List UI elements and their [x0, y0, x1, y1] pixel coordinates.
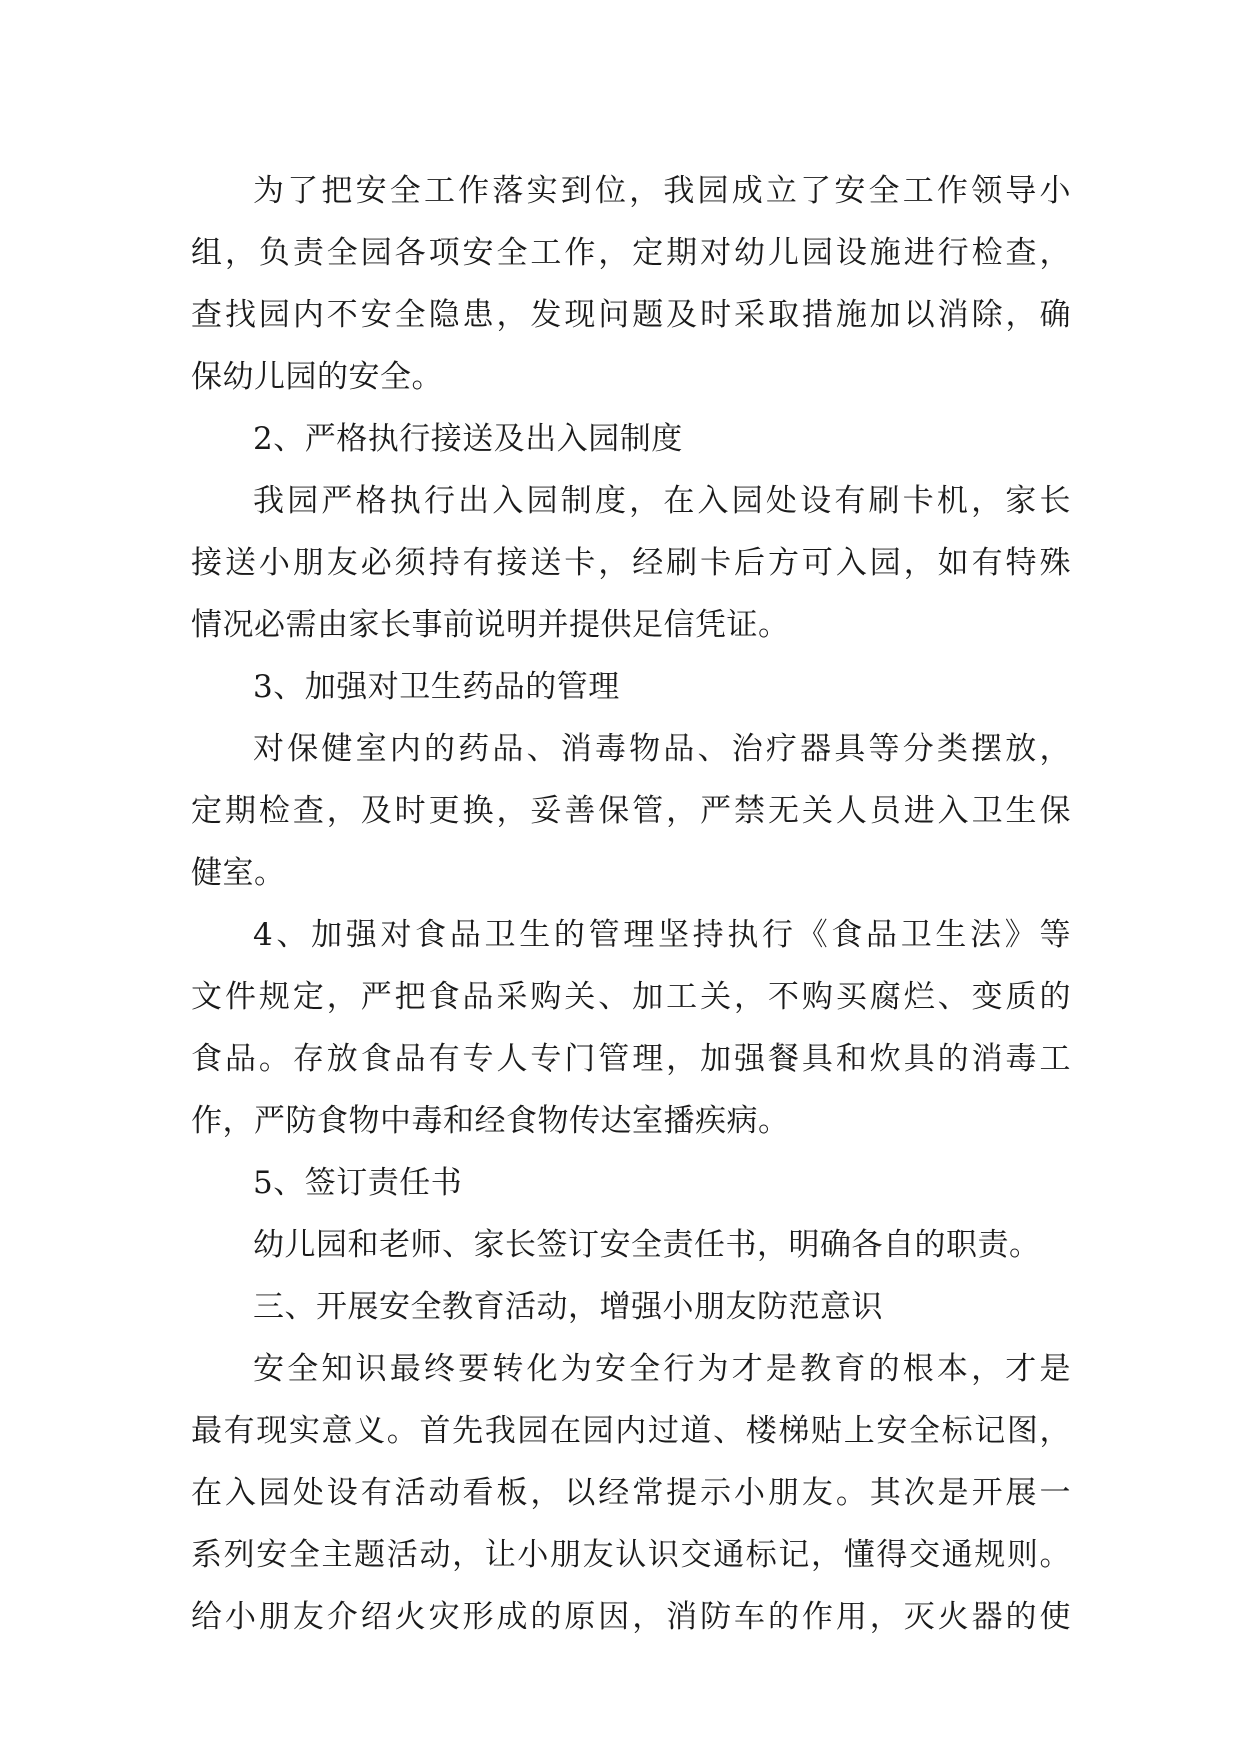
text-line: 保幼儿园的安全。: [191, 359, 443, 395]
text-line: 情况必需由家长事前说明并提供足信凭证。: [191, 607, 790, 643]
text-line: 在入园处设有活动看板，以经常提示小朋友。其次是开展一: [191, 1475, 1071, 1511]
text-line: 定期检查，及时更换，妥善保管，严禁无关人员进入卫生保: [191, 793, 1071, 829]
text-line: 2、严格执行接送及出入园制度: [253, 421, 683, 457]
text-line: 安全知识最终要转化为安全行为才是教育的根本，才是: [253, 1351, 1071, 1387]
text-line: 为了把安全工作落实到位，我园成立了安全工作领导小: [253, 173, 1071, 209]
document-body: [191, 160, 1071, 1648]
text-line: 文件规定，严把食品采购关、加工关，不购买腐烂、变质的: [191, 979, 1071, 1015]
text-line: 对保健室内的药品、消毒物品、治疗器具等分类摆放，: [253, 731, 1071, 767]
text-line: 系列安全主题活动，让小朋友认识交通标记，懂得交通规则。: [191, 1537, 1071, 1573]
text-line: 组，负责全园各项安全工作，定期对幼儿园设施进行检查，: [191, 235, 1071, 271]
text-line: 我园严格执行出入园制度，在入园处设有刷卡机，家长: [253, 483, 1071, 519]
text-line: 幼儿园和老师、家长签订安全责任书，明确各自的职责。: [253, 1227, 1041, 1263]
text-line: 3、加强对卫生药品的管理: [253, 669, 620, 705]
text-line: 食品。存放食品有专人专门管理，加强餐具和炊具的消毒工: [191, 1041, 1071, 1077]
text-line: 查找园内不安全隐患，发现问题及时采取措施加以消除，确: [191, 297, 1071, 333]
text-line: 5、签订责任书: [253, 1165, 463, 1201]
text-line: 接送小朋友必须持有接送卡，经刷卡后方可入园，如有特殊: [191, 545, 1071, 581]
text-line: 给小朋友介绍火灾形成的原因，消防车的作用，灭火器的使: [191, 1599, 1071, 1635]
text-line: 最有现实意义。首先我园在园内过道、楼梯贴上安全标记图，: [191, 1413, 1071, 1449]
text-line: 三、开展安全教育活动，增强小朋友防范意识: [253, 1289, 883, 1325]
text-line: 健室。: [191, 855, 286, 891]
text-line: 作，严防食物中毒和经食物传达室播疾病。: [191, 1103, 790, 1139]
text-line: 4、加强对食品卫生的管理坚持执行《食品卫生法》等: [253, 917, 1071, 953]
